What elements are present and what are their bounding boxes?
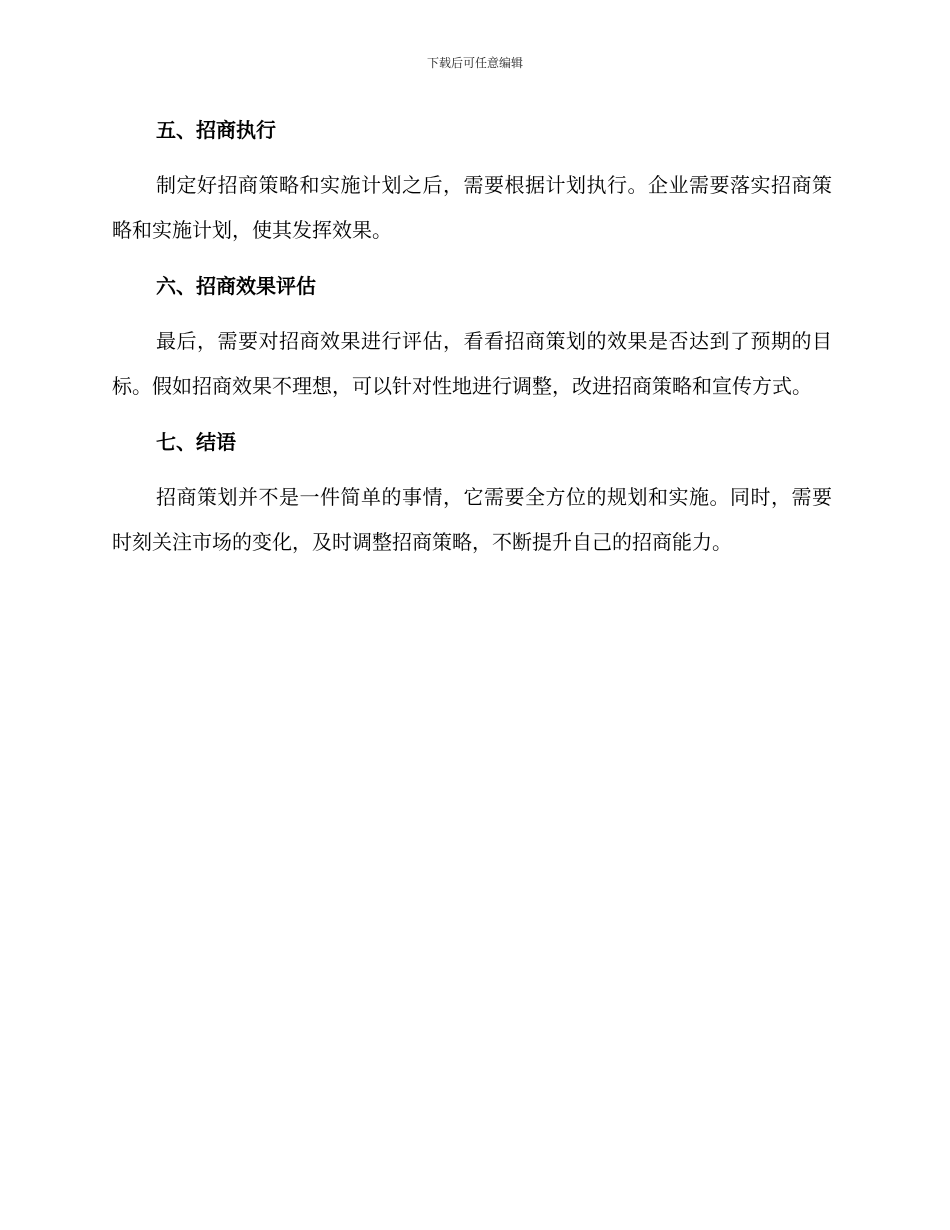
- section-paragraph-evaluation: 最后，需要对招商效果进行评估，看看招商策划的效果是否达到了预期的目标。假如招商效果不理想，可以针对性地进行调整，改进招商策略和宣传方式。: [112, 329, 832, 398]
- section-heading-evaluation: 六、招商效果评估: [156, 274, 316, 298]
- section-paragraph-execution: 制定好招商策略和实施计划之后，需要根据计划执行。企业需要落实招商策略和实施计划，使其发挥效果。: [112, 173, 832, 242]
- document-body: [112, 110, 832, 565]
- page-header-note: 下载后可任意编辑: [426, 56, 523, 70]
- section-paragraph-conclusion: 招商策划并不是一件简单的事情，它需要全方位的规划和实施。同时，需要时刻关注市场的变化，及时调整招商策略，不断提升自己的招商能力。: [112, 485, 832, 554]
- section-heading-conclusion: 七、结语: [156, 430, 236, 454]
- section-heading-execution: 五、招商执行: [156, 118, 276, 142]
